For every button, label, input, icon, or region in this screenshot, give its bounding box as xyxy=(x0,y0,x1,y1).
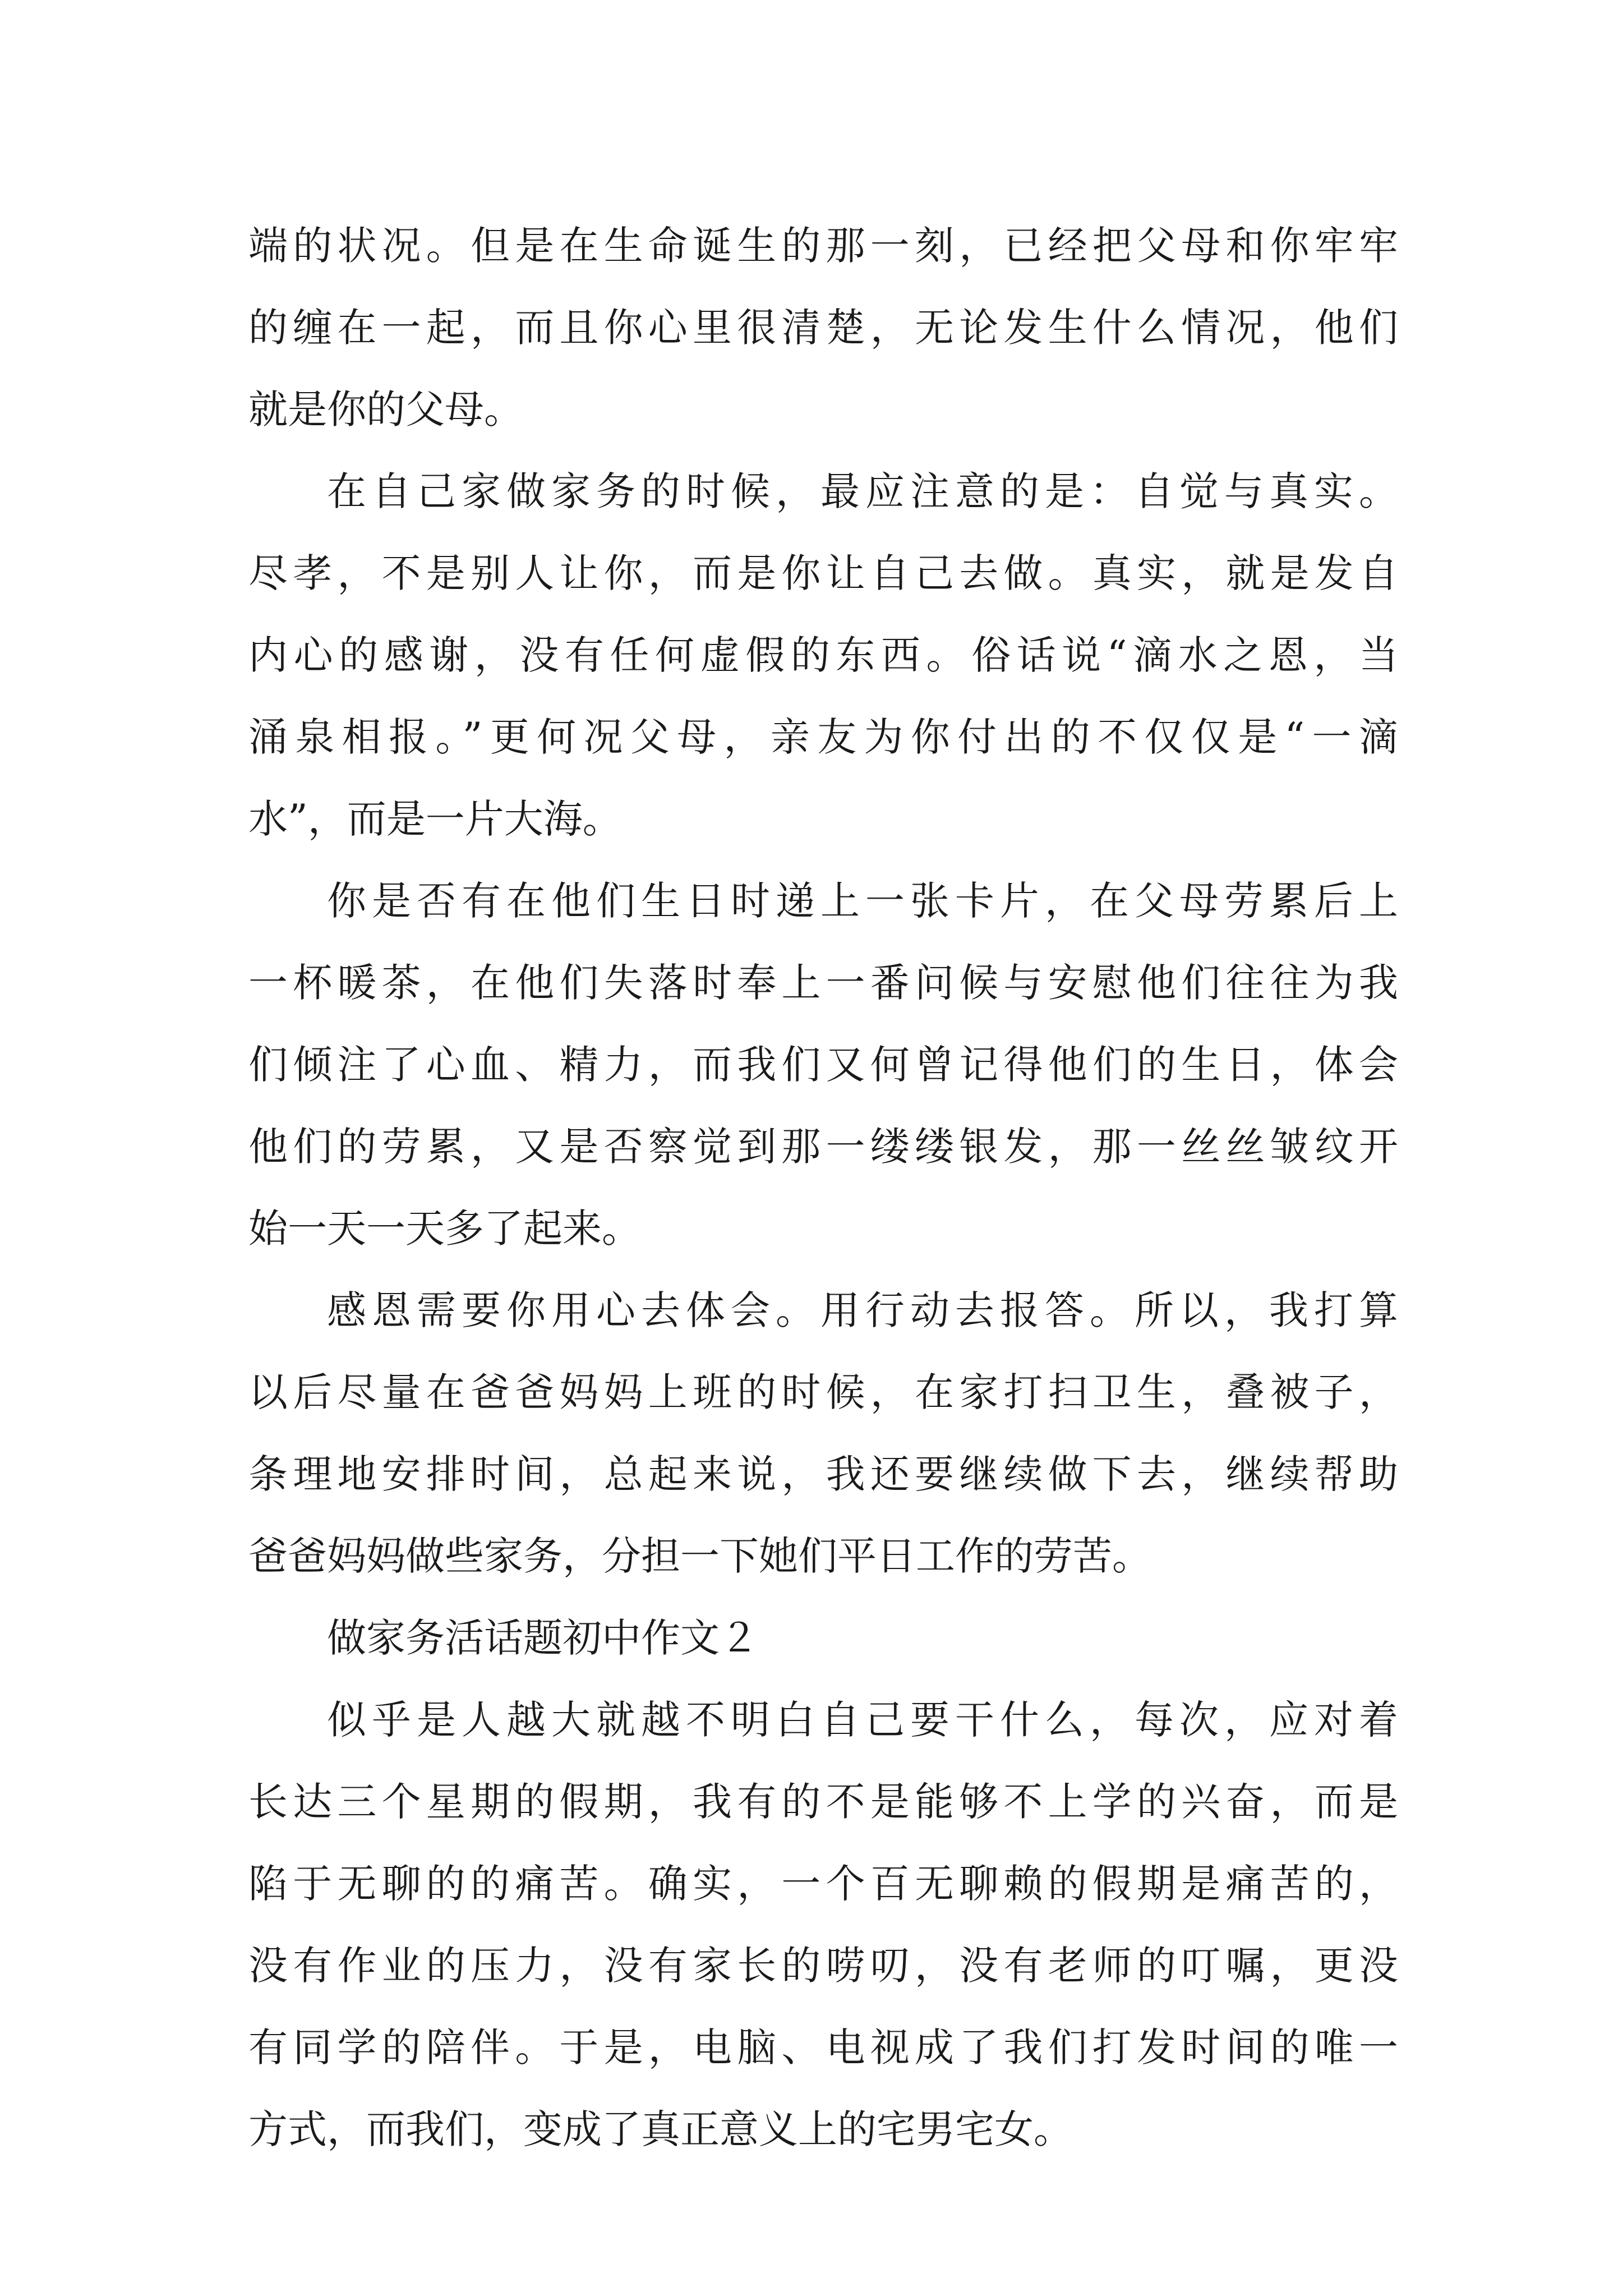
text-line: 他们的劳累，又是否察觉到那一缕缕银发，那一丝丝皱纹开 xyxy=(248,1124,1398,1170)
text-line: 们倾注了心血、精力，而我们又何曾记得他们的生日，体会 xyxy=(248,1042,1398,1088)
text-line: 内心的感谢，没有任何虚假的东西。俗话说“滴水之恩，当 xyxy=(248,632,1398,678)
text-line: 涌泉相报。”更何况父母，亲友为你付出的不仅仅是“一滴 xyxy=(248,714,1398,760)
essay-body xyxy=(248,205,1398,2170)
text-line: 在自己家做家务的时候，最应注意的是：自觉与真实。 xyxy=(327,468,1398,514)
heading-line: 做家务活话题初中作文２ xyxy=(327,1615,759,1661)
text-line: 似乎是人越大就越不明白自己要干什么，每次，应对着 xyxy=(327,1697,1398,1743)
paragraph xyxy=(248,205,1398,450)
text-line: 长达三个星期的假期，我有的不是能够不上学的兴奋，而是 xyxy=(248,1779,1398,1825)
text-line: 方式，而我们，变成了真正意义上的宅男宅女。 xyxy=(248,2106,1073,2152)
text-line: 就是你的父母。 xyxy=(248,386,523,432)
text-line: 有同学的陪伴。于是，电脑、电视成了我们打发时间的唯一 xyxy=(248,2024,1398,2070)
text-line: 没有作业的压力，没有家长的唠叨，没有老师的叮嘱，更没 xyxy=(248,1943,1398,1989)
text-line: 始一天一天多了起来。 xyxy=(248,1205,641,1251)
text-line: 一杯暖茶，在他们失落时奉上一番问候与安慰他们往往为我 xyxy=(248,960,1398,1006)
section-heading xyxy=(248,1597,1398,1679)
text-line: 你是否有在他们生日时递上一张卡片，在父母劳累后上 xyxy=(327,878,1398,924)
text-line: 以后尽量在爸爸妈妈上班的时候，在家打扫卫生，叠被子， xyxy=(248,1369,1398,1415)
paragraph xyxy=(248,1269,1398,1597)
paragraph xyxy=(248,860,1398,1269)
text-line: 水”，而是一片大海。 xyxy=(248,796,622,842)
text-line: 陷于无聊的的痛苦。确实，一个百无聊赖的假期是痛苦的， xyxy=(248,1861,1398,1907)
paragraph xyxy=(248,450,1398,860)
paragraph xyxy=(248,1679,1398,2170)
text-line: 的缠在一起，而且你心里很清楚，无论发生什么情况，他们 xyxy=(248,305,1398,351)
text-line: 爸爸妈妈做些家务，分担一下她们平日工作的劳苦。 xyxy=(248,1533,1151,1579)
text-line: 条理地安排时间，总起来说，我还要继续做下去，继续帮助 xyxy=(248,1451,1398,1497)
text-line: 感恩需要你用心去体会。用行动去报答。所以，我打算 xyxy=(327,1287,1398,1333)
text-line: 端的状况。但是在生命诞生的那一刻，已经把父母和你牢牢 xyxy=(248,223,1398,269)
text-line: 尽孝，不是别人让你，而是你让自己去做。真实，就是发自 xyxy=(248,550,1398,596)
